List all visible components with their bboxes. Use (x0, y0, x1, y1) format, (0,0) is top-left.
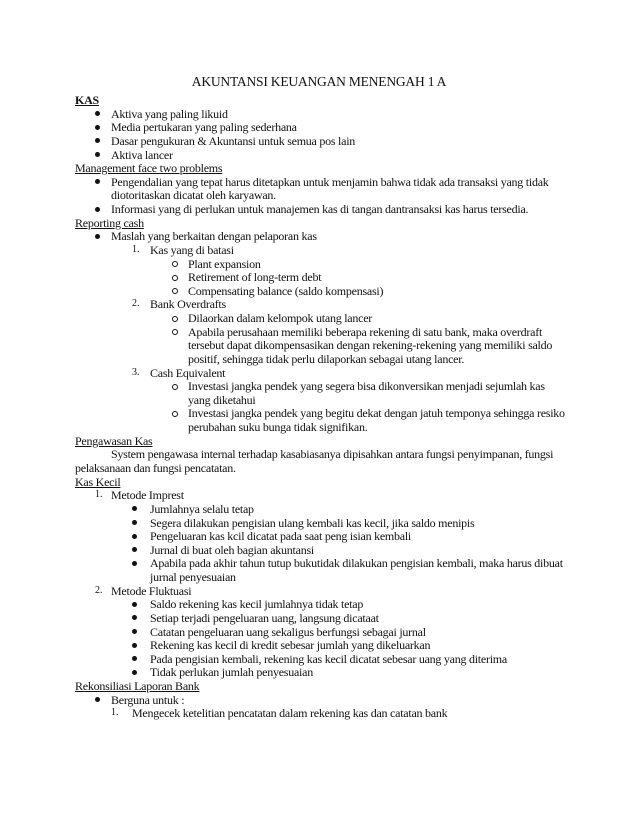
bullet-icon (95, 125, 100, 130)
list-item: Media pertukaran yang paling sederhana (111, 120, 297, 135)
list-item: jurnal penyesuaian (150, 570, 236, 585)
list-item: Segera dilakukan pengisian ulang kembali kas kecil, jika saldo menipis (150, 515, 475, 530)
circle-bullet-icon (172, 384, 178, 390)
list-item: Catatan pengeluaran uang sekaligus berfungsi sebagai jurnal (150, 624, 426, 639)
list-item: Mengecek ketelitian pencatatan dalam rekening kas dan catatan bank (132, 706, 448, 721)
list-item: perubahan suku bunga tidak signifikan. (188, 420, 368, 435)
bullet-icon (95, 138, 100, 143)
list-item: Berguna untuk : (111, 692, 185, 707)
list-item: Saldo rekening kas kecil jumlahnya tidak tetap (150, 597, 364, 612)
bullet-icon (132, 643, 137, 648)
list-item: Retirement of long-term debt (188, 270, 322, 285)
list-item: Maslah yang berkaitan dengan pelaporan kas (111, 229, 317, 244)
list-item: Tidak perlukan jumlah penyesuaian (150, 665, 313, 680)
list-item: Metode Imprest (111, 488, 184, 503)
circle-bullet-icon (172, 411, 178, 417)
bullet-icon (132, 506, 137, 511)
list-item: Aktiva lancer (111, 147, 173, 162)
list-item: Compensating balance (saldo kompensasi) (188, 283, 384, 298)
list-number: 2. (95, 584, 103, 596)
list-number: 1. (95, 489, 103, 501)
section-heading-management: Management face two problems (75, 161, 223, 176)
bullet-icon (132, 534, 137, 539)
list-item: Bank Overdrafts (150, 297, 226, 312)
list-number: 3. (132, 366, 140, 378)
section-heading-rekonsiliasi: Rekonsiliasi Laporan Bank (75, 679, 200, 694)
section-heading-reporting-cash: Reporting cash (75, 215, 144, 230)
paragraph-line: pelaksanaan dan fungsi pencatatan. (75, 461, 236, 475)
circle-bullet-icon (172, 288, 178, 294)
bullet-icon (132, 547, 137, 552)
section-heading-kas-kecil: Kas Kecil (75, 474, 121, 489)
list-item: diotoritaskan dicatat oleh karyawan. (111, 188, 276, 203)
circle-bullet-icon (172, 261, 178, 267)
list-item: yang diketahui (188, 392, 256, 407)
circle-bullet-icon (172, 275, 178, 281)
bullet-icon (95, 111, 100, 116)
list-number: 1. (111, 707, 119, 719)
list-item: Investasi jangka pendek yang begitu dekat dengan jatuh temponya sehingga resiko (188, 406, 565, 421)
bullet-icon (132, 561, 137, 566)
list-item: Informasi yang di perlukan untuk manajemen kas di tangan dantransaksi kas harus tersedia. (111, 202, 529, 217)
bullet-icon (95, 207, 100, 212)
list-item: Jumlahnya selalu tetap (150, 501, 254, 516)
list-item: Cash Equivalent (150, 365, 226, 380)
list-item: Kas yang di batasi (150, 242, 234, 257)
section-heading-kas: KAS (75, 93, 99, 107)
list-item: Rekening kas kecil di kredit sebesar jumlah yang dikeluarkan (150, 638, 431, 653)
list-item: Jurnal di buat oleh bagian akuntansi (150, 542, 314, 557)
list-item: Setiap terjadi pengeluaran uang, langsung dicataat (150, 610, 379, 625)
list-item: Investasi jangka pendek yang segera bisa dikonversikan menjadi sejumlah kas (188, 379, 545, 394)
list-item: Pada pengisian kembali, rekening kas kecil dicatat sebesar uang yang diterima (150, 651, 507, 666)
circle-bullet-icon (172, 329, 178, 335)
paragraph-line: System pengawasa internal terhadap kasabiasanya dipisahkan antara fungsi penyimpanan, fungsi (111, 447, 554, 462)
list-item: Apabila perusahaan memiliki beberapa rekening di satu bank, maka overdraft (188, 324, 543, 339)
list-item: Dasar pengukuran & Akuntansi untuk semua pos lain (111, 133, 356, 148)
bullet-icon (95, 179, 100, 184)
list-item: Pengeluaran kas kcil dicatat pada saat peng isian kembali (150, 529, 411, 544)
bullet-icon (132, 656, 137, 661)
list-number: 2. (132, 298, 140, 310)
page-title: AKUNTANSI KEUANGAN MENENGAH 1 A (191, 74, 447, 89)
list-item: Dilaorkan dalam kelompok utang lancer (188, 311, 373, 326)
list-item: Apabila pada akhir tahun tutup bukutidak dilakukan pengisian kembali, maka harus dibuat (150, 556, 563, 571)
bullet-icon (95, 697, 100, 702)
list-number: 1. (132, 243, 140, 255)
bullet-icon (95, 152, 100, 157)
circle-bullet-icon (172, 316, 178, 322)
list-item: tersebut dapat dikompensasikan dengan rekening-rekening yang memiliki saldo (188, 338, 553, 353)
list-item: Aktiva yang paling likuid (111, 106, 228, 121)
bullet-icon (132, 615, 137, 620)
list-item: positif, sehingga tidak perlu dilaporkan sebagai utang lancer. (188, 351, 465, 366)
bullet-icon (95, 234, 100, 239)
list-item: Pengendalian yang tepat harus ditetapkan untuk menjamin bahwa tidak ada transaksi yang tidak (111, 174, 549, 189)
bullet-icon (132, 670, 137, 675)
bullet-icon (132, 629, 137, 634)
bullet-icon (132, 520, 137, 525)
list-item: Plant expansion (188, 256, 261, 271)
list-item: Metode Fluktuasi (111, 583, 192, 598)
bullet-icon (132, 602, 137, 607)
section-heading-pengawasan-kas: Pengawasan Kas (75, 433, 153, 448)
